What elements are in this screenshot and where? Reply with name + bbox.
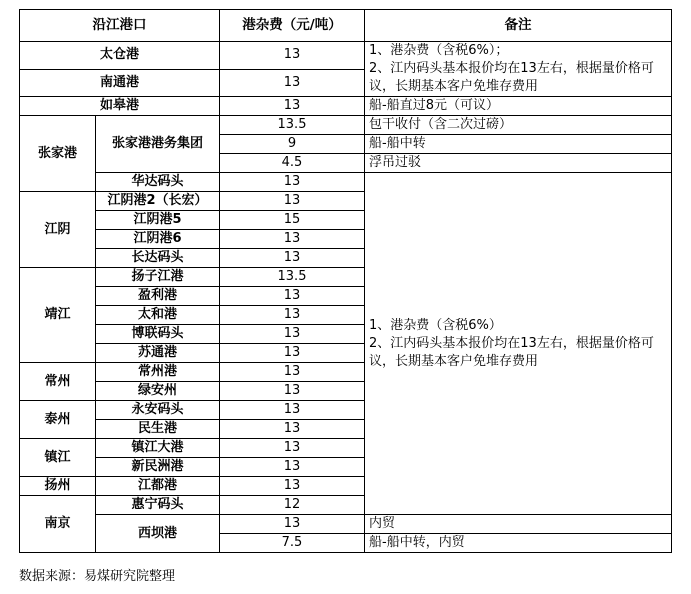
note-cell: 内贸 [365,515,672,534]
port-fee: 13 [220,458,365,477]
port-name: 江都港 [96,477,220,496]
port-name: 西坝港 [96,515,220,553]
note-line: 1、港杂费（含税6%） [369,317,502,333]
header-port: 沿江港口 [20,10,220,42]
region-name: 江阴 [20,192,96,268]
port-fee: 13.5 [220,268,365,287]
port-fee: 13 [220,69,365,97]
port-fee: 13 [220,249,365,268]
port-name: 惠宁码头 [96,496,220,515]
port-name: 太和港 [96,306,220,325]
port-name: 常州港 [96,363,220,382]
port-name: 南通港 [20,69,220,97]
header-fee: 港杂费（元/吨） [220,10,365,42]
port-fee: 12 [220,496,365,515]
port-fee: 9 [220,135,365,154]
note-line: 1、港杂费（含税6%）； [369,43,509,58]
port-fee: 13 [220,477,365,496]
note-line: 2、江内码头基本报价均在13左右，根据量价格可议，长期基本客户免堆存费用 [369,61,654,94]
region-name: 张家港 [20,116,96,192]
note-cell: 浮吊过驳 [365,154,672,173]
region-name: 靖江 [20,268,96,363]
port-name: 盈利港 [96,287,220,306]
region-name: 南京 [20,496,96,553]
note-line: 2、江内码头基本报价均在13左右，根据量价格可议，长期基本客户免堆存费用 [369,335,654,369]
port-name: 江阴港6 [96,230,220,249]
port-fee: 13.5 [220,116,365,135]
port-fee: 4.5 [220,154,365,173]
region-name: 泰州 [20,401,96,439]
port-fee: 13 [220,192,365,211]
header-row [20,10,672,42]
port-fee: 13 [220,325,365,344]
note-cell: 船-船中转 [365,135,672,154]
port-name: 扬子江港 [96,268,220,287]
header-note: 备注 [365,10,672,42]
port-fee-table [19,9,672,553]
port-fee: 13 [220,306,365,325]
port-fee: 13 [220,344,365,363]
note-cell: 船-船中转，内贸 [365,534,672,553]
port-fee: 13 [220,97,365,116]
port-name: 永安码头 [96,401,220,420]
port-name: 张家港港务集团 [96,116,220,173]
table-row [20,173,672,192]
note-cell: 船-船直过8元（可议） [365,97,672,116]
port-name: 新民洲港 [96,458,220,477]
port-name: 江阴港5 [96,211,220,230]
port-fee: 13 [220,173,365,192]
port-fee: 13 [220,363,365,382]
table-row [20,97,672,116]
table-row [20,42,672,70]
port-fee: 13 [220,42,365,70]
port-name: 博联码头 [96,325,220,344]
port-fee: 13 [220,439,365,458]
port-name: 苏通港 [96,344,220,363]
note-general-mid [365,173,672,515]
port-fee: 13 [220,515,365,534]
port-name: 华达码头 [96,173,220,192]
data-source: 数据来源：易煤研究院整理 [19,569,176,584]
port-fee: 13 [220,401,365,420]
port-fee: 13 [220,382,365,401]
note-cell: 包干收付（含二次过磅） [365,116,672,135]
port-name: 如皋港 [20,97,220,116]
port-fee: 13 [220,287,365,306]
note-general-top [365,42,672,97]
region-name: 镇江 [20,439,96,477]
port-fee: 15 [220,211,365,230]
port-fee: 7.5 [220,534,365,553]
port-name: 镇江大港 [96,439,220,458]
region-name: 扬州 [20,477,96,496]
table-row [20,116,672,135]
port-fee: 13 [220,230,365,249]
port-name: 江阴港2（长宏） [96,192,220,211]
region-name: 常州 [20,363,96,401]
port-name: 民生港 [96,420,220,439]
port-name: 太仓港 [20,42,220,70]
table-row [20,515,672,534]
port-name: 长达码头 [96,249,220,268]
port-fee: 13 [220,420,365,439]
port-name: 绿安州 [96,382,220,401]
